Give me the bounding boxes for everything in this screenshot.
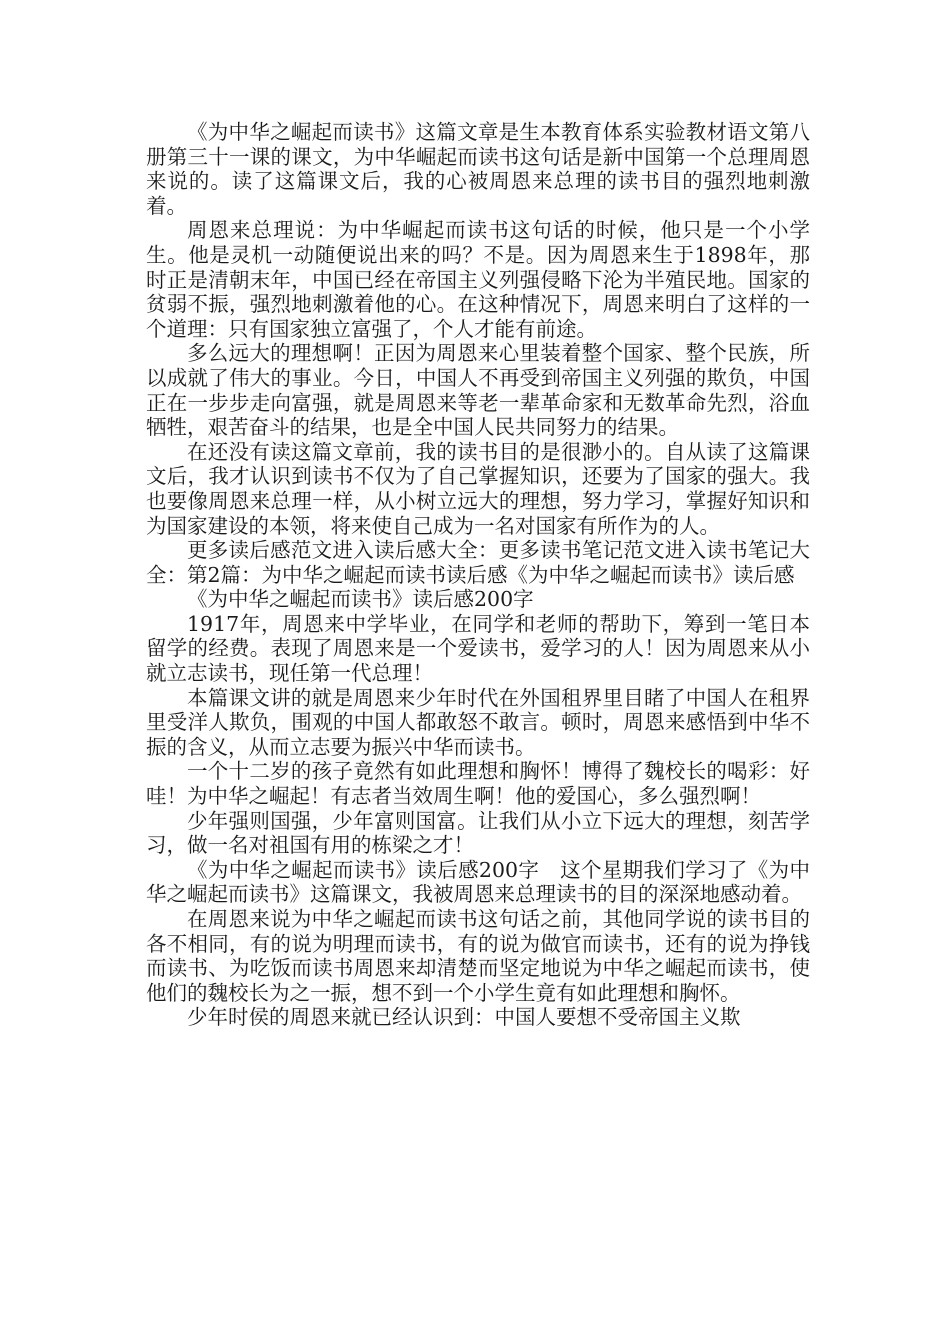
- paragraph: 《为中华之崛起而读书》读后感200字 这个星期我们学习了《为中华之崛起而读书》这篇课文，我被周恩来总理读书的目的深深地感动着。: [146, 857, 810, 907]
- paragraph: 少年强则国强，少年富则国富。让我们从小立下远大的理想，刻苦学习，做一名对祖国有用的栋梁之才！: [146, 808, 810, 858]
- paragraph: 在周恩来说为中华之崛起而读书这句话之前，其他同学说的读书目的各不相同，有的说为明理而读书，有的说为做官而读书，还有的说为挣钱而读书、为吃饭而读书周恩来却清楚而坚定地说为中华之崛起而读书，使他们的魏校长为之一振，想不到一个小学生竟有如此理想和胸怀。: [146, 907, 810, 1005]
- paragraph: 少年时侯的周恩来就已经认识到：中国人要想不受帝国主义欺: [187, 1005, 741, 1030]
- paragraph: 1917年，周恩来中学毕业，在同学和老师的帮助下，筹到一笔日本留学的经费。表现了周恩来是一个爱读书，爱学习的人！因为周恩来从小就立志读书，现任第一代总理！: [146, 611, 810, 686]
- paragraph: 周恩来总理说：为中华崛起而读书这句话的时候，他只是一个小学生。他是灵机一动随便说出来的吗？不是。因为周恩来生于1898年，那时正是清朝末年，中国已经在帝国主义列强侵略下沦为半殖民地。国家的贫弱不振，强烈地刺激着他的心。在这种情况下，周恩来明白了这样的一个道理：只有国家独立富强了，个人才能有前途。: [146, 218, 810, 341]
- paragraph: 在还没有读这篇文章前，我的读书目的是很渺小的。自从读了这篇课文后，我才认识到读书不仅为了自己掌握知识，还要为了国家的强大。我也要像周恩来总理一样，从小树立远大的理想，努力学习，掌握好知识和为国家建设的本领，将来使自己成为一名对国家有所作为的人。: [146, 439, 810, 538]
- paragraph: 多么远大的理想啊！正因为周恩来心里装着整个国家、整个民族，所以成就了伟大的事业。今日，中国人不再受到帝国主义列强的欺负，中国正在一步步走向富强，就是周恩来等老一辈革命家和无数革命先烈，浴血牺牲，艰苦奋斗的结果，也是全中国人民共同努力的结果。: [146, 341, 810, 440]
- paragraph: 一个十二岁的孩子竟然有如此理想和胸怀！博得了魏校长的喝彩：好哇！为中华之崛起！有志者当效周生啊！他的爱国心，多么强烈啊！: [146, 759, 810, 809]
- section-heading: 《为中华之崛起而读书》读后感200字: [187, 587, 534, 612]
- paragraph: 更多读后感范文进入读后感大全：更多读书笔记范文进入读书笔记大全：第2篇：为中华之崛起而读书读后感《为中华之崛起而读书》读后感: [146, 538, 810, 587]
- paragraph: 《为中华之崛起而读书》这篇文章是生本教育体系实验教材语文第八册第三十一课的课文，为中华崛起而读书这句话是新中国第一个总理周恩来说的。读了这篇课文后，我的心被周恩来总理的读书目的强烈地刺激着。: [146, 120, 810, 218]
- document-body: [146, 120, 810, 1030]
- paragraph: 本篇课文讲的就是周恩来少年时代在外国租界里目睹了中国人在租界里受洋人欺负，围观的中国人都敢怒不敢言。顿时，周恩来感悟到中华不振的含义，从而立志要为振兴中华而读书。: [146, 685, 810, 759]
